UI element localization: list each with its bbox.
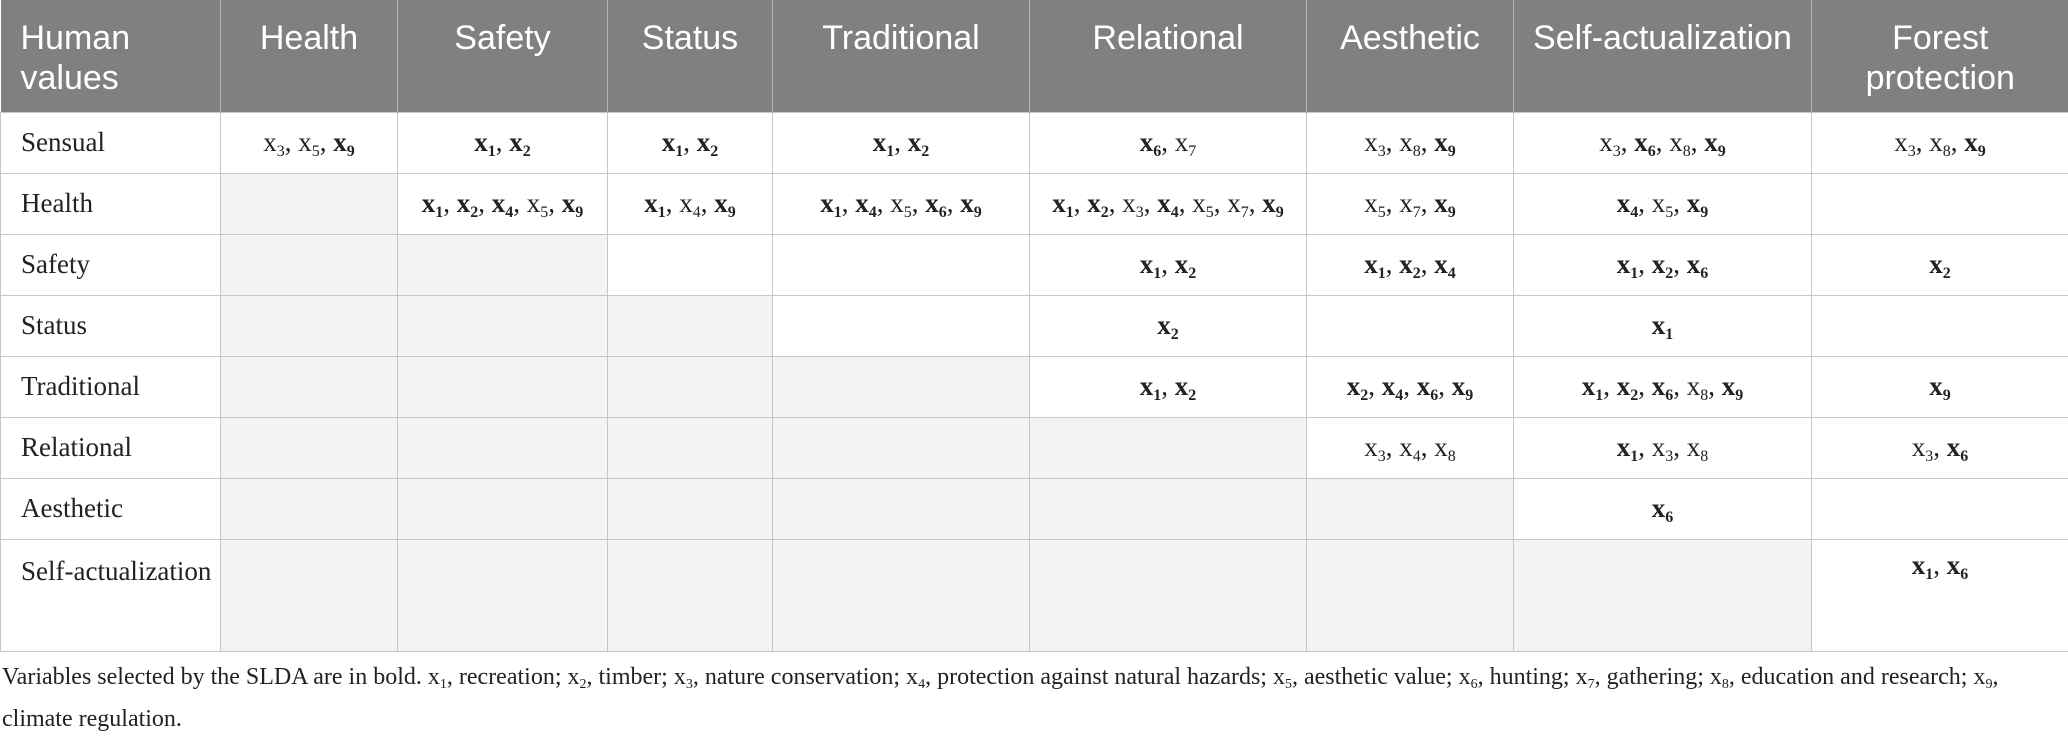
selected-variable: $x_9$ [1434, 127, 1456, 160]
column-header: Traditional [773, 0, 1030, 112]
table-cell [1514, 478, 1812, 539]
selected-variable: $x_2$ [1157, 310, 1179, 343]
empty-diagonal-cell [398, 539, 608, 651]
table-cell: $x_3$, $x_6$ [1812, 417, 2068, 478]
table-cell [1514, 295, 1812, 356]
empty-diagonal-cell [221, 295, 398, 356]
footnote-variable: $x_9$ [1973, 663, 1993, 692]
variable: $x_5$ [298, 127, 320, 160]
selected-variable: $x_1$ [1364, 249, 1386, 282]
table-row [1, 173, 2068, 234]
selected-variable: $x_4$ [1616, 188, 1639, 221]
table-cell: $x_1$, $x_4$, $x_9$ [608, 173, 773, 234]
selected-variable: $x_6$ [1946, 549, 1969, 583]
selected-variable: $x_4$ [1157, 188, 1179, 221]
table-cell: $x_3$, $x_6$, $x_8$, $x_9$ [1514, 112, 1812, 173]
table-cell [1030, 295, 1307, 356]
table-row [1, 234, 2068, 295]
selected-variable: $x_2$ [696, 127, 719, 160]
selected-variable: $x_2$ [1929, 249, 1951, 282]
selected-variable: $x_1$ [644, 188, 666, 221]
empty-diagonal-cell [608, 417, 773, 478]
column-header: Self-actualization [1514, 0, 1812, 112]
selected-variable: $x_4$ [491, 188, 514, 221]
selected-variable: $x_6$ [925, 188, 947, 221]
selected-variable: $x_2$ [1346, 371, 1369, 404]
table-row [1, 478, 2068, 539]
variable: $x_3$ [1911, 432, 1934, 465]
variable: $x_3$ [263, 127, 285, 160]
empty-diagonal-cell [398, 478, 608, 539]
selected-variable: $x_2$ [509, 127, 531, 160]
table-cell: $x_3$, $x_5$, $x_9$ [221, 112, 398, 173]
selected-variable: $x_6$ [1651, 371, 1674, 404]
table-cell: $x_1$, $x_2$ [608, 112, 773, 173]
selected-variable: $x_2$ [1399, 249, 1421, 282]
selected-variable: $x_1$ [1616, 432, 1639, 465]
selected-variable: $x_1$ [820, 188, 842, 221]
empty-diagonal-cell [773, 356, 1030, 417]
footnote-variable: $x_3$ [673, 663, 693, 692]
column-header: Aesthetic [1307, 0, 1514, 112]
row-label: Aesthetic [1, 478, 221, 539]
empty-diagonal-cell [608, 478, 773, 539]
table-cell: $x_1$, $x_6$ [1812, 539, 2068, 651]
empty-diagonal-cell [398, 234, 608, 295]
selected-variable: $x_1$ [872, 127, 895, 160]
variable: $x_3$ [1651, 432, 1674, 465]
row-label: Status [1, 295, 221, 356]
table-cell: $x_1$, $x_2$, $x_4$ [1307, 234, 1514, 295]
footnote-variable: $x_6$ [1458, 663, 1478, 692]
variable: $x_3$ [1894, 127, 1916, 160]
variable: $x_3$ [1364, 432, 1386, 465]
column-header: Relational [1030, 0, 1307, 112]
variable: $x_5$ [1651, 188, 1674, 221]
table-cell: $x_2$, $x_4$, $x_6$, $x_9$ [1307, 356, 1514, 417]
table-cell [1812, 295, 2068, 356]
table-cell [1812, 234, 2068, 295]
table-cell: $x_4$, $x_5$, $x_9$ [1514, 173, 1812, 234]
selected-variable: $x_9$ [1434, 188, 1456, 221]
table-row [1, 356, 2068, 417]
table-cell: $x_1$, $x_2$ [773, 112, 1030, 173]
corner-header: Human values [1, 0, 221, 112]
table-cell [1307, 295, 1514, 356]
variable: $x_4$ [679, 188, 701, 221]
selected-variable: $x_2$ [456, 188, 479, 221]
table-row [1, 112, 2068, 173]
footnote-variable: $x_4$ [906, 663, 926, 692]
footnote-variable: $x_2$ [567, 663, 587, 692]
selected-variable: $x_6$ [1651, 493, 1674, 526]
selected-variable: $x_9$ [1929, 371, 1951, 404]
table-footnote: Variables selected by the SLDA are in bold. $x_1$, recreation; $x_2$, timber; $x_3$, nature conservation; $x_4$, protection against natural hazards; $x_5$, aesthetic value; $x_6$, hunting; $x_7$, gathering; $x_8$, education and research; $x_9$, climate regulation. [2, 663, 1999, 732]
empty-diagonal-cell [221, 234, 398, 295]
selected-variable: $x_1$ [474, 127, 496, 160]
variable: $x_3$ [1122, 188, 1144, 221]
selected-variable: $x_9$ [1262, 188, 1284, 221]
variable: $x_7$ [1174, 127, 1197, 160]
table-cell [1812, 478, 2068, 539]
selected-variable: $x_1$ [1581, 371, 1604, 404]
selected-variable: $x_9$ [1964, 127, 1986, 160]
row-label: Self-actualization [1, 539, 221, 651]
variable: $x_4$ [1399, 432, 1421, 465]
empty-diagonal-cell [221, 478, 398, 539]
table-cell: $x_1$, $x_2$, $x_4$, $x_5$, $x_9$ [398, 173, 608, 234]
variable: $x_5$ [526, 188, 549, 221]
table-cell: $x_3$, $x_8$, $x_9$ [1812, 112, 2068, 173]
selected-variable: $x_2$ [1174, 249, 1197, 282]
selected-variable: $x_4$ [855, 188, 877, 221]
table-cell [773, 234, 1030, 295]
column-header: Health [221, 0, 398, 112]
column-header: Forest protection [1812, 0, 2068, 112]
empty-diagonal-cell [608, 356, 773, 417]
variable: $x_3$ [1599, 127, 1621, 160]
header-row [1, 0, 2068, 112]
empty-diagonal-cell [221, 173, 398, 234]
footnote-variable: $x_5$ [1272, 663, 1292, 692]
table-cell: $x_1$, $x_2$ [1030, 356, 1307, 417]
empty-diagonal-cell [221, 356, 398, 417]
variable: $x_7$ [1227, 188, 1249, 221]
empty-diagonal-cell [221, 539, 398, 651]
selected-variable: $x_1$ [1616, 249, 1639, 282]
table-row [1, 539, 2068, 651]
table-cell: $x_1$, $x_2$ [398, 112, 608, 173]
footnote-variable: $x_1$ [427, 663, 447, 692]
selected-variable: $x_1$ [1139, 249, 1162, 282]
variable: $x_5$ [1364, 188, 1386, 221]
selected-variable: $x_9$ [561, 188, 584, 221]
row-label: Safety [1, 234, 221, 295]
selected-variable: $x_4$ [1434, 249, 1456, 282]
table-cell: $x_1$, $x_4$, $x_5$, $x_6$, $x_9$ [773, 173, 1030, 234]
variable: $x_5$ [890, 188, 912, 221]
variable: $x_8$ [1399, 127, 1421, 160]
selected-variable: $x_9$ [1721, 371, 1744, 404]
variable: $x_8$ [1686, 371, 1709, 404]
selected-variable: $x_6$ [1686, 249, 1709, 282]
table-cell [1812, 356, 2068, 417]
table-cell: $x_1$, $x_2$, $x_6$, $x_8$, $x_9$ [1514, 356, 1812, 417]
empty-diagonal-cell [1030, 417, 1307, 478]
selected-variable: $x_4$ [1381, 371, 1404, 404]
table-body [1, 112, 2068, 651]
empty-diagonal-cell [398, 356, 608, 417]
table-cell [608, 234, 773, 295]
footnote-variable: $x_8$ [1709, 663, 1729, 692]
selected-variable: $x_2$ [907, 127, 930, 160]
empty-diagonal-cell [398, 417, 608, 478]
selected-variable: $x_6$ [1139, 127, 1162, 160]
selected-variable: $x_6$ [1634, 127, 1656, 160]
table-cell: $x_3$, $x_8$, $x_9$ [1307, 112, 1514, 173]
selected-variable: $x_9$ [1451, 371, 1474, 404]
empty-diagonal-cell [1514, 539, 1812, 651]
table-row [1, 417, 2068, 478]
table-cell [773, 295, 1030, 356]
selected-variable: $x_9$ [333, 127, 355, 160]
selected-variable: $x_1$ [661, 127, 684, 160]
column-header: Status [608, 0, 773, 112]
variable: $x_8$ [1669, 127, 1691, 160]
table-cell: $x_6$, $x_7$ [1030, 112, 1307, 173]
selected-variable: $x_2$ [1087, 188, 1109, 221]
table-row [1, 295, 2068, 356]
selected-variable: $x_9$ [960, 188, 982, 221]
row-label: Sensual [1, 112, 221, 173]
table-cell: $x_1$, $x_2$, $x_6$ [1514, 234, 1812, 295]
selected-variable: $x_1$ [1052, 188, 1074, 221]
footnote-variable: $x_7$ [1575, 663, 1595, 692]
empty-diagonal-cell [608, 295, 773, 356]
selected-variable: $x_1$ [1651, 310, 1674, 343]
empty-diagonal-cell [773, 478, 1030, 539]
variable: $x_5$ [1192, 188, 1214, 221]
row-label: Health [1, 173, 221, 234]
variable: $x_8$ [1929, 127, 1951, 160]
empty-diagonal-cell [1307, 539, 1514, 651]
selected-variable: $x_9$ [1704, 127, 1726, 160]
empty-diagonal-cell [1030, 539, 1307, 651]
empty-diagonal-cell [608, 539, 773, 651]
column-header: Safety [398, 0, 608, 112]
variable: $x_7$ [1399, 188, 1421, 221]
selected-variable: $x_9$ [1686, 188, 1709, 221]
table-cell: $x_5$, $x_7$, $x_9$ [1307, 173, 1514, 234]
selected-variable: $x_6$ [1416, 371, 1439, 404]
selected-variable: $x_6$ [1946, 432, 1969, 465]
row-label: Traditional [1, 356, 221, 417]
table-cell: $x_1$, $x_3$, $x_8$ [1514, 417, 1812, 478]
empty-diagonal-cell [398, 295, 608, 356]
table-cell: $x_3$, $x_4$, $x_8$ [1307, 417, 1514, 478]
selected-variable: $x_1$ [1911, 549, 1934, 583]
table-cell [1812, 173, 2068, 234]
variable: $x_8$ [1434, 432, 1456, 465]
empty-diagonal-cell [773, 539, 1030, 651]
variable: $x_3$ [1364, 127, 1386, 160]
selected-variable: $x_1$ [421, 188, 444, 221]
empty-diagonal-cell [1307, 478, 1514, 539]
empty-diagonal-cell [221, 417, 398, 478]
empty-diagonal-cell [773, 417, 1030, 478]
table-cell: $x_1$, $x_2$, $x_3$, $x_4$, $x_5$, $x_7$, $x_9$ [1030, 173, 1307, 234]
row-label: Relational [1, 417, 221, 478]
table-cell: $x_1$, $x_2$ [1030, 234, 1307, 295]
selected-variable: $x_2$ [1174, 371, 1197, 404]
selected-variable: $x_2$ [1616, 371, 1639, 404]
variable: $x_8$ [1686, 432, 1709, 465]
selected-variable: $x_1$ [1139, 371, 1162, 404]
selected-variable: $x_2$ [1651, 249, 1674, 282]
selected-variable: $x_9$ [714, 188, 736, 221]
empty-diagonal-cell [1030, 478, 1307, 539]
